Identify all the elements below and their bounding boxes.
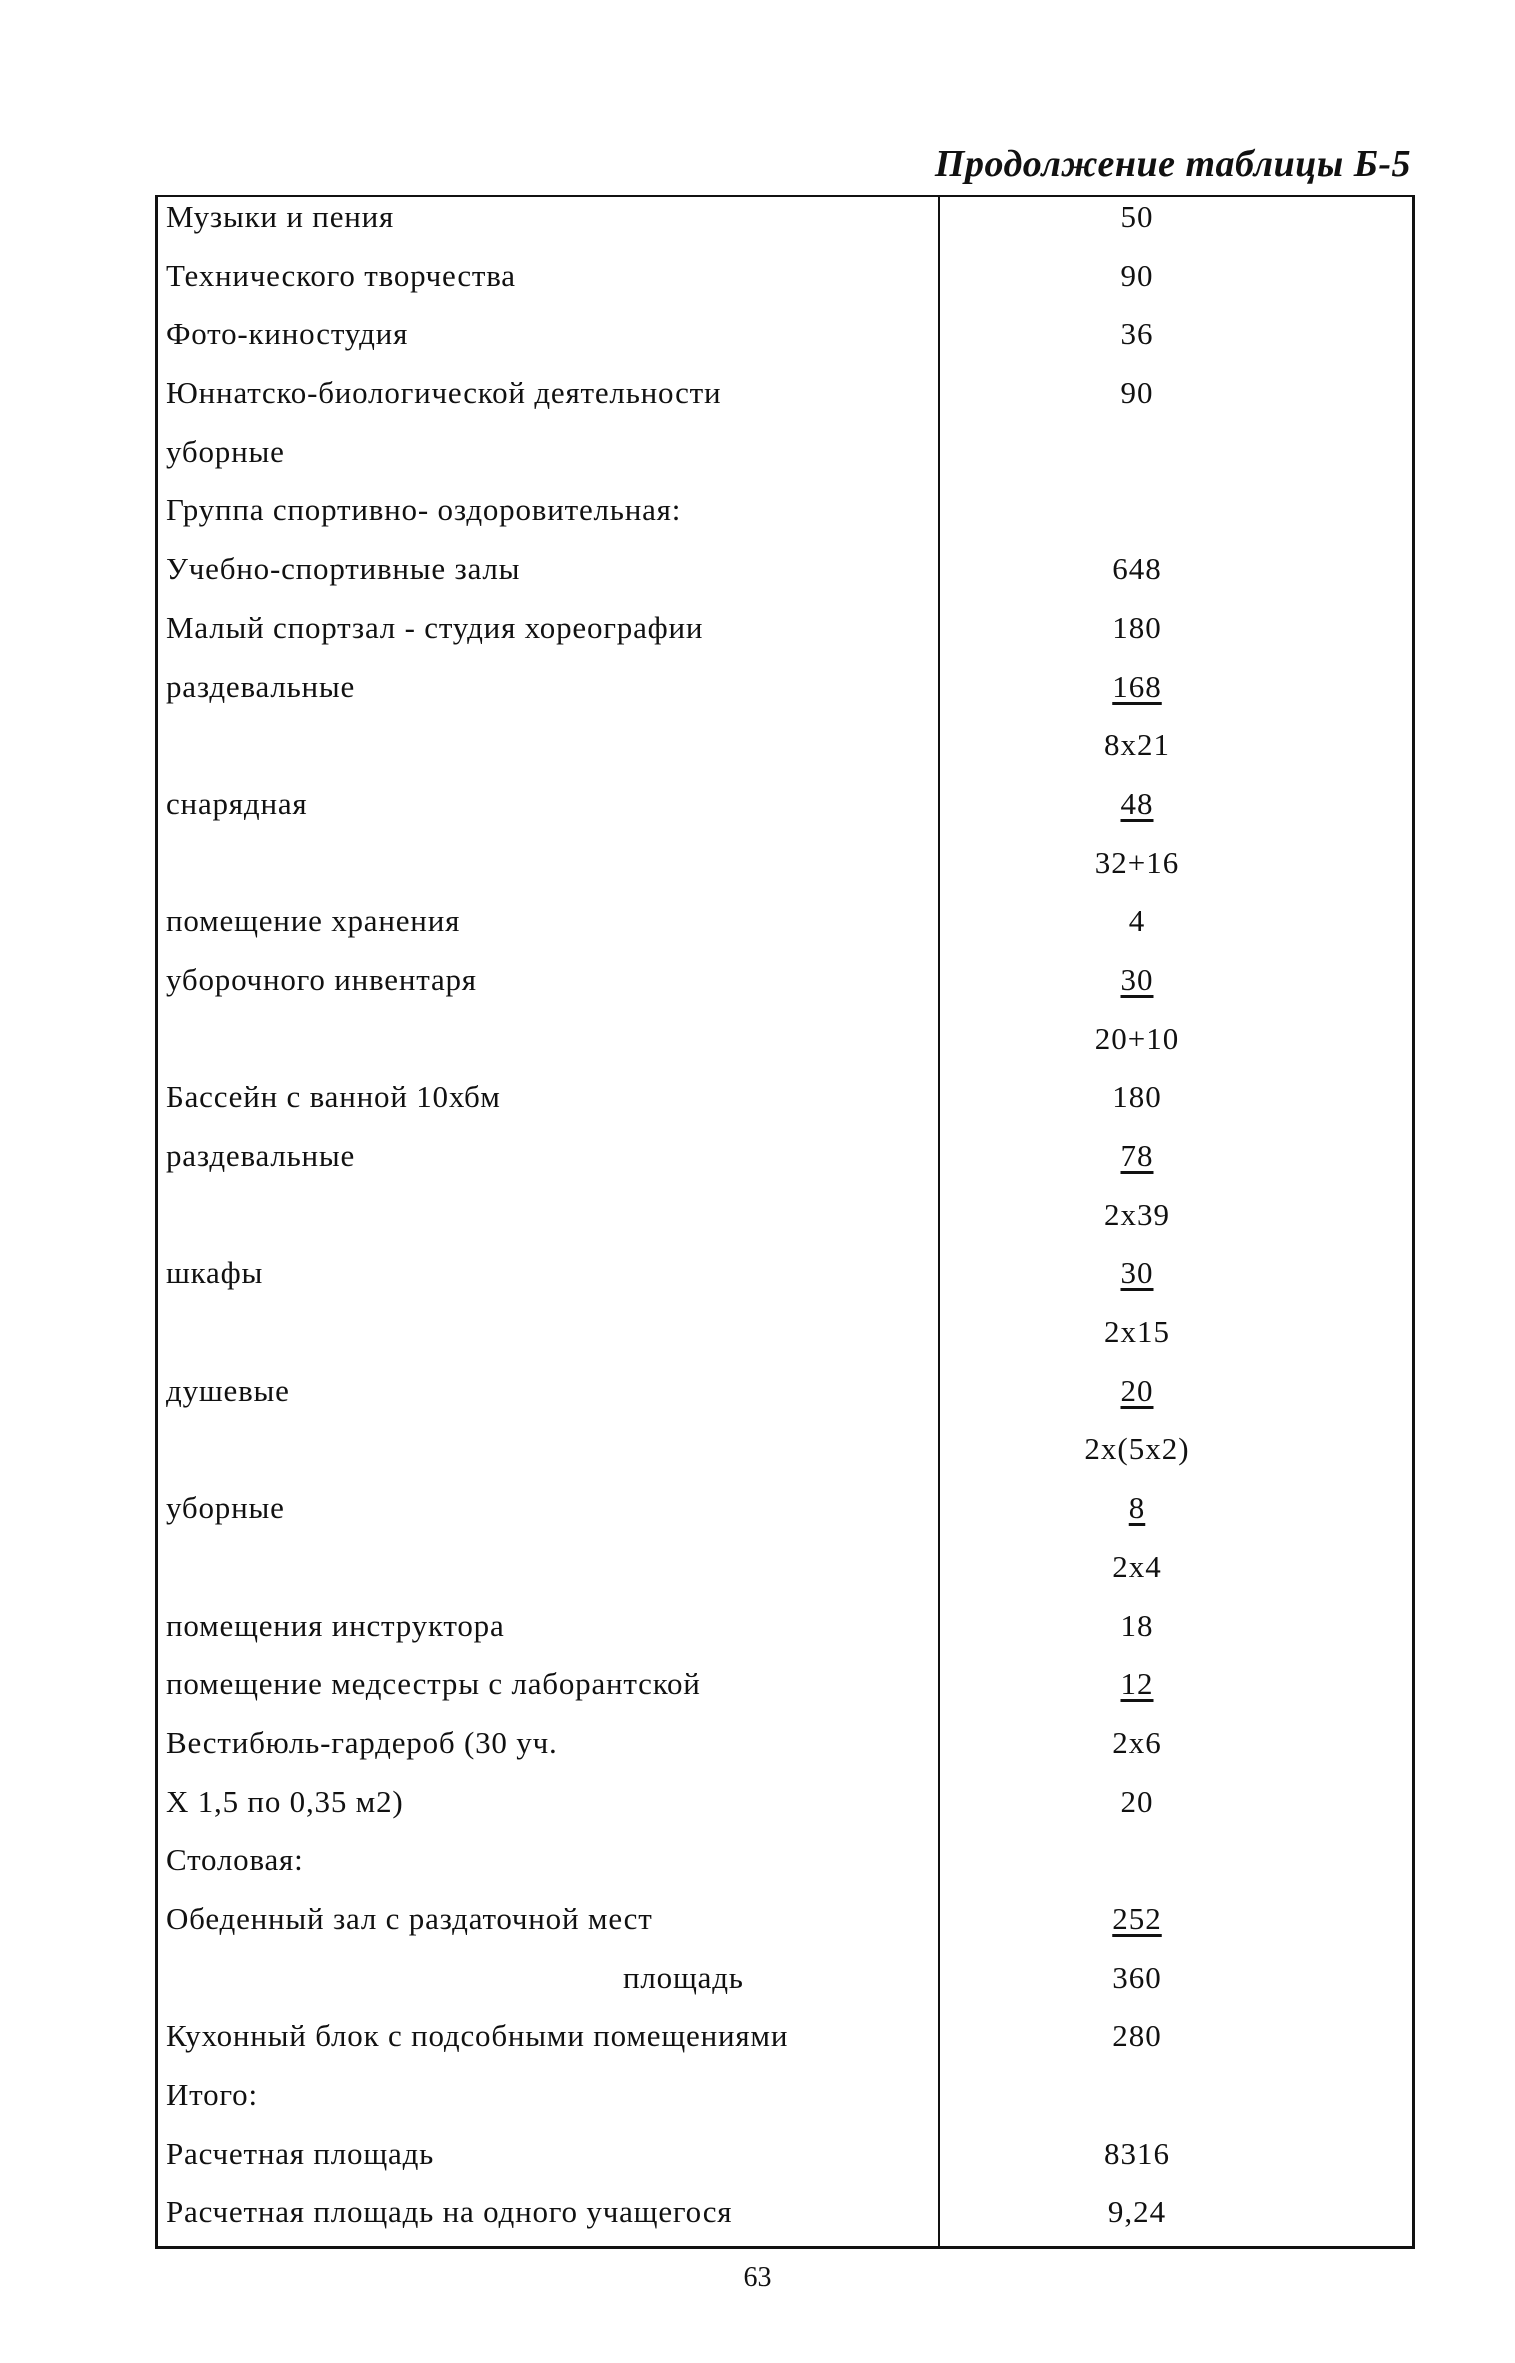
table-row bbox=[158, 256, 1412, 315]
row-value bbox=[942, 1019, 1332, 1059]
table-row bbox=[158, 432, 1412, 491]
row-value bbox=[942, 1899, 1332, 1939]
row-label: помещение хранения bbox=[166, 903, 461, 939]
row-value-text: 30 bbox=[1120, 961, 1154, 997]
row-value-text: 9,24 bbox=[1107, 2194, 1167, 2230]
row-value bbox=[942, 2016, 1332, 2056]
table-row bbox=[158, 1958, 1412, 2017]
table-row bbox=[158, 2075, 1412, 2134]
row-value bbox=[942, 1782, 1332, 1822]
row-value bbox=[942, 1547, 1332, 1587]
row-value-text: 168 bbox=[1112, 668, 1162, 704]
table-row bbox=[158, 2192, 1412, 2251]
table-row bbox=[158, 784, 1412, 843]
row-value-text: 180 bbox=[1112, 1079, 1162, 1115]
row-label: Группа спортивно- оздоровительная: bbox=[166, 492, 682, 528]
row-label: раздевальные bbox=[166, 668, 356, 704]
table-row bbox=[158, 1840, 1412, 1899]
row-value-text: 4 bbox=[1128, 903, 1146, 939]
table-row bbox=[158, 901, 1412, 960]
row-value-text: 8x21 bbox=[1104, 727, 1170, 763]
row-value-text: 8 bbox=[1128, 1490, 1146, 1526]
table-row bbox=[158, 843, 1412, 902]
row-label: раздевальные bbox=[166, 1138, 356, 1173]
table-row bbox=[158, 549, 1412, 608]
table-caption: Продолжение таблицы Б-5 bbox=[934, 143, 1411, 185]
row-label: Юннатско-биологической деятельности bbox=[166, 375, 722, 411]
table-row bbox=[158, 1312, 1412, 1371]
table-row bbox=[158, 373, 1412, 432]
row-value-text: 20 bbox=[1120, 1783, 1154, 1819]
row-label: Столовая: bbox=[166, 1842, 304, 1878]
row-value-text: 648 bbox=[1112, 551, 1162, 587]
row-value bbox=[942, 1488, 1332, 1528]
row-value-text: 30 bbox=[1120, 1255, 1154, 1291]
row-value bbox=[942, 608, 1332, 648]
row-value bbox=[942, 784, 1332, 824]
row-label: помещения инструктора bbox=[166, 1607, 505, 1643]
row-value bbox=[942, 1312, 1332, 1352]
row-value bbox=[942, 1077, 1332, 1117]
table-row bbox=[158, 1253, 1412, 1312]
table-row bbox=[158, 314, 1412, 373]
row-value bbox=[942, 960, 1332, 1000]
row-value bbox=[942, 549, 1332, 589]
row-label: Музыки и пения bbox=[166, 199, 395, 234]
row-value bbox=[942, 373, 1332, 413]
row-label: уборные bbox=[166, 1490, 285, 1526]
row-label: Кухонный блок с подсобными помещениями bbox=[166, 2018, 789, 2054]
row-value-text: 2x15 bbox=[1104, 1314, 1170, 1350]
row-value bbox=[942, 1371, 1332, 1411]
row-value-text: 18 bbox=[1120, 1607, 1154, 1643]
row-value bbox=[942, 1723, 1332, 1763]
row-label: уборные bbox=[166, 433, 285, 469]
table-row bbox=[158, 1488, 1412, 1547]
row-value bbox=[942, 2192, 1332, 2232]
table-body bbox=[158, 197, 1412, 2251]
row-value bbox=[942, 2134, 1332, 2174]
row-label: шкафы bbox=[166, 1255, 264, 1291]
row-value bbox=[942, 197, 1332, 237]
table-row bbox=[158, 1606, 1412, 1665]
row-label: X 1,5 по 0,35 м2) bbox=[166, 1783, 404, 1819]
table-row bbox=[158, 490, 1412, 549]
data-table bbox=[155, 195, 1415, 2249]
row-value-text: 36 bbox=[1120, 316, 1154, 352]
row-value bbox=[942, 1136, 1332, 1176]
table-row bbox=[158, 1136, 1412, 1195]
row-label: снарядная bbox=[166, 785, 308, 821]
row-value-text: 20 bbox=[1120, 1372, 1154, 1408]
row-value bbox=[942, 1253, 1332, 1293]
row-value bbox=[942, 1664, 1332, 1704]
table-row bbox=[158, 1195, 1412, 1254]
row-value bbox=[942, 1195, 1332, 1235]
row-value bbox=[942, 314, 1332, 354]
row-value bbox=[942, 901, 1332, 941]
row-label: душевые bbox=[166, 1372, 290, 1408]
row-value-text: 2x6 bbox=[1112, 1724, 1162, 1760]
table-row bbox=[158, 1019, 1412, 1078]
table-row bbox=[158, 725, 1412, 784]
row-label: Расчетная площадь bbox=[166, 2135, 435, 2171]
page-number: 63 bbox=[743, 2262, 772, 2293]
table-row bbox=[158, 2134, 1412, 2193]
table-row bbox=[158, 2016, 1412, 2075]
table-row bbox=[158, 1547, 1412, 1606]
row-value-text: 2x39 bbox=[1104, 1196, 1170, 1232]
row-value bbox=[942, 1958, 1332, 1998]
row-value-text: 280 bbox=[1112, 2018, 1162, 2054]
row-value-text: 2x(5x2) bbox=[1084, 1431, 1190, 1467]
row-value-text: 360 bbox=[1112, 1959, 1162, 1995]
row-value-text: 32+16 bbox=[1094, 844, 1180, 880]
row-value bbox=[942, 667, 1332, 707]
table-row bbox=[158, 1723, 1412, 1782]
row-value-text: 78 bbox=[1120, 1138, 1154, 1173]
table-row bbox=[158, 1664, 1412, 1723]
row-value-text: 90 bbox=[1120, 257, 1154, 293]
table-row bbox=[158, 197, 1412, 256]
row-label: Расчетная площадь на одного учащегося bbox=[166, 2194, 733, 2230]
row-label: Бассейн с ванной 10хбм bbox=[166, 1079, 501, 1115]
row-value-text: 180 bbox=[1112, 609, 1162, 645]
row-value-text: 252 bbox=[1112, 1900, 1162, 1936]
row-value-text: 2x4 bbox=[1112, 1548, 1162, 1584]
table-row bbox=[158, 1899, 1412, 1958]
table-row bbox=[158, 1429, 1412, 1488]
row-value bbox=[942, 1429, 1332, 1469]
row-label: Учебно-спортивные залы bbox=[166, 551, 521, 587]
row-value bbox=[942, 725, 1332, 765]
row-value bbox=[942, 843, 1332, 883]
table-row bbox=[158, 1782, 1412, 1841]
row-label: Обеденный зал с раздаточной мест bbox=[166, 1900, 653, 1936]
row-value-text: 12 bbox=[1120, 1666, 1154, 1702]
row-value-text: 90 bbox=[1120, 375, 1154, 411]
row-value-text: 50 bbox=[1120, 199, 1154, 234]
table-row bbox=[158, 960, 1412, 1019]
row-label: Технического творчества bbox=[166, 257, 516, 293]
row-value bbox=[942, 1606, 1332, 1646]
row-value-text: 48 bbox=[1120, 785, 1154, 821]
row-label: Фото-киностудия bbox=[166, 316, 409, 352]
table-row bbox=[158, 608, 1412, 667]
row-label: помещение медсестры с лаборантской bbox=[166, 1666, 701, 1702]
row-value bbox=[942, 256, 1332, 296]
row-label: уборочного инвентаря bbox=[166, 961, 477, 997]
row-value-text: 8316 bbox=[1104, 2135, 1170, 2171]
row-label: площадь bbox=[623, 1959, 744, 1995]
table-row bbox=[158, 1077, 1412, 1136]
table-row bbox=[158, 1371, 1412, 1430]
row-value-text: 20+10 bbox=[1094, 1020, 1180, 1056]
row-label: Малый спортзал - студия хореографии bbox=[166, 609, 704, 645]
row-label: Итого: bbox=[166, 2077, 258, 2112]
table-row bbox=[158, 667, 1412, 726]
row-label: Вестибюль-гардероб (30 уч. bbox=[166, 1724, 558, 1760]
